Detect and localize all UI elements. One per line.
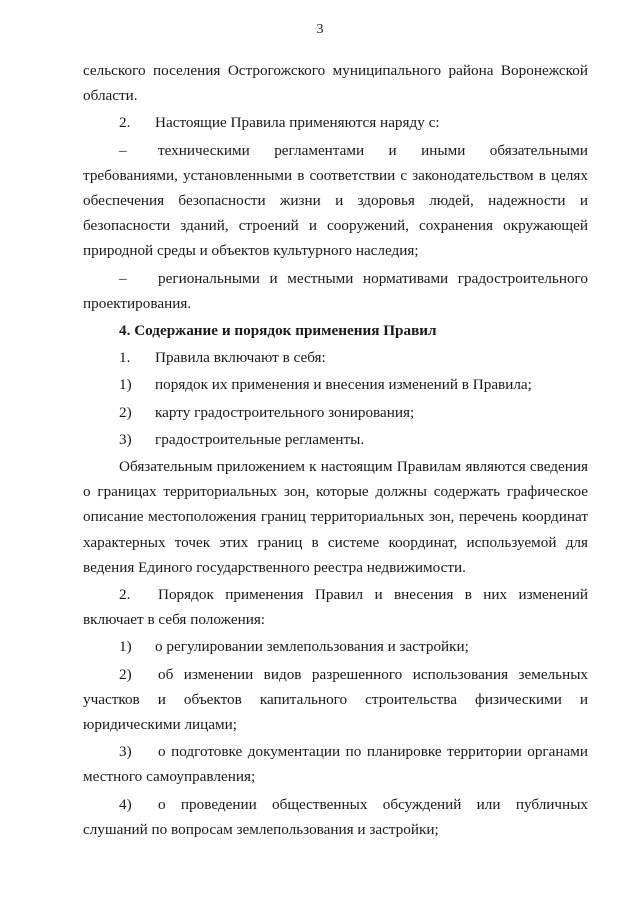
list-item-text: Порядок применения Правил и внесения в них изменений включает в себя положения: <box>83 586 588 629</box>
list-marker: 1. <box>119 349 131 367</box>
dash-marker: – <box>119 269 127 287</box>
list-item-1-provision <box>83 634 588 659</box>
list-item-text: о проведении общественных обсуждений или публичных слушаний по вопросам землепользования и застройки; <box>83 795 588 838</box>
list-item-text: о регулировании землепользования и застройки; <box>155 638 469 656</box>
list-marker: 3) <box>119 430 132 448</box>
list-item-text: техническими регламентами и иными обязательными требованиями, установленными в соответствии с законодательством в целях обеспечения безопасности жизни и здоровья людей, надежности и безопасности зданий, строений и сооружений, сохранения окружающей природной среды и объектов культурного наследия; <box>83 141 588 260</box>
list-marker: 3) <box>119 743 132 761</box>
list-item-3-sub <box>83 427 588 452</box>
list-item-text: Настоящие Правила применяются наряду с: <box>155 114 440 132</box>
dash-marker: – <box>119 141 127 159</box>
list-item-text: Правила включают в себя: <box>155 349 326 367</box>
list-marker: 1) <box>119 376 132 394</box>
list-item-text: о подготовке документации по планировке территории органами местного самоуправления; <box>83 743 588 786</box>
list-item-text: градостроительные регламенты. <box>155 430 365 448</box>
list-item-3-provision <box>83 739 588 789</box>
list-marker: 2) <box>119 403 132 421</box>
page-number: 3 <box>316 22 324 37</box>
list-marker: 4) <box>119 795 132 813</box>
list-item-text: региональными и местными нормативами градостроительного проектирования. <box>83 269 588 312</box>
document-body <box>83 58 588 842</box>
list-item-1 <box>83 345 588 370</box>
list-item-dash-1 <box>83 138 588 264</box>
paragraph-appendix: Обязательным приложением к настоящим Правилам являются сведения о границах территориальных зон, которые должны содержать графическое описание местоположения границ территориальных зон, перечень координат характерных точек этих границ в системе координат, используемой для ведения Единого государственного реестра недвижимости. <box>83 458 588 576</box>
list-item-dash-2 <box>83 266 588 316</box>
list-item-4-provision <box>83 792 588 842</box>
list-item-text: карту градостроительного зонирования; <box>155 403 415 421</box>
list-item-1-sub <box>83 372 588 397</box>
list-marker: 1) <box>119 638 132 656</box>
list-item-2-rules <box>83 582 588 632</box>
list-item-text: порядок их применения и внесения изменений в Правила; <box>155 376 532 394</box>
list-item-2-provision <box>83 662 588 738</box>
list-item-2 <box>83 110 588 135</box>
list-item-2-sub <box>83 400 588 425</box>
paragraph-continuation: сельского поселения Острогожского муниципального района Воронежской области. <box>83 62 588 105</box>
list-item-text: об изменении видов разрешенного использования земельных участков и объектов капитального строительства физическими и юридическими лицами; <box>83 665 588 734</box>
list-marker: 2) <box>119 665 132 683</box>
list-marker: 2. <box>119 114 131 132</box>
list-marker: 2. <box>119 586 131 604</box>
section-heading: 4. Содержание и порядок применения Правил <box>119 322 437 340</box>
